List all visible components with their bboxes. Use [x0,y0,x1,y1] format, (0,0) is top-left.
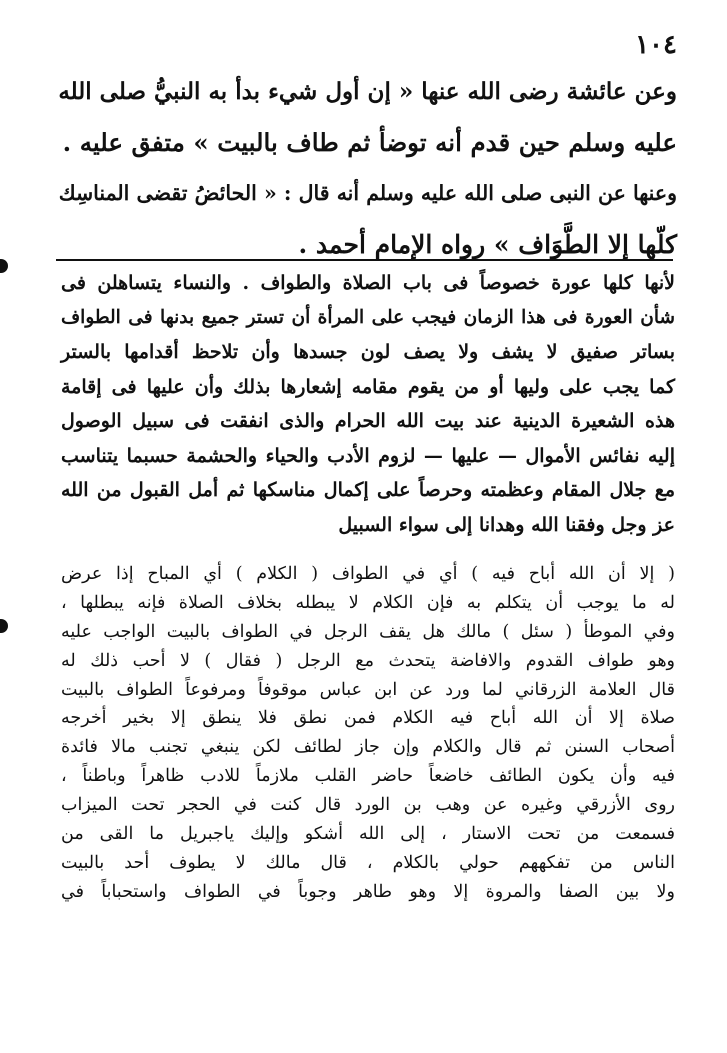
commentary-line: أصحاب السنن ثم قال والكلام وإن جاز لطائف لكن ينبغي تجنب مالا فائدة [61,737,675,758]
commentary-line: وفي الموطأ ( سئل ) مالك هل يقف الرجل في الطواف بالبيت الواجب عليه [61,621,675,642]
main-text-line: كلّها إلا الطَّوَاف » رواه الإمام أحمد . [298,230,677,259]
commentary-line: فسمعت من تحت الاستار ، إلى الله أشكو وإليك ياجبريل ما القى من [61,824,675,845]
commentary-line: قال العلامة الزرقاني لما ورد عن ابن عباس موقوفاً ومرفوعاً الطواف بالبيت [61,679,675,700]
main-text-line: وعنها عن النبى صلى الله عليه وسلم أنه قال : « الحائضُ تقضى المناسِك [58,181,677,205]
commentary-text [61,560,675,907]
commentary-line: روى الأزرقي وغيره عن وهب بن الورد قال كنت في الحجر تحت الميزاب [61,795,675,816]
footnote-line: مع جلال المقام وعظمته وحرصاً على إكمال مناسكها ثم أمل القبول من الله [61,479,675,501]
main-text [59,66,677,270]
commentary-line: وهو طواف القدوم والافاضة يتحدث مع الرجل ( فقال ) لا أحب ذلك له [61,650,675,671]
binding-hole-mark [0,259,8,273]
footnote-line: عز وجل وفقنا الله وهدانا إلى سواء السبيل [338,513,675,536]
section-divider [56,259,673,261]
commentary-line: ولا بين الصفا والمروة إلا وهو طاهر وجوباً في الطواف واستحباباً في [61,881,675,902]
footnote-line: بساتر صفيق لا يشف ولا يصف لون جسدها وأن تلاحظ أقدامها بالستر [61,341,675,363]
commentary-line: الناس من تفكههم حولي بالكلام ، قال مالك لا يطوف أحد بالبيت [61,852,675,873]
commentary-line: صلاة إلا أن الله أباح فيه الكلام فمن نطق فلا ينطق إلا بخير أخرجه [61,708,675,729]
footnote-text [61,266,675,542]
footnote-line: إليه نفائس الأموال — عليها — لزوم الأدب والحياء والحشمة حسبما يتناسب [61,444,675,467]
main-text-line: عليه وسلم حين قدم أنه توضأ ثم طاف بالبيت » متفق عليه . [62,128,677,157]
main-text-line: وعن عائشة رضى الله عنها « إن أول شيء بدأ به النبيُّ صلى الله [58,78,677,105]
commentary-line: له ما يوجب أن يتكلم به فإن الكلام لا يبطله بخلاف الصلاة فإنه يبطلها ، [61,592,675,613]
binding-hole-mark [0,619,8,633]
footnote-line: كما يجب على وليها أو من يقوم مقامه إشعارها بذلك وأن عليها فى إقامة [61,375,675,398]
footnote-line: لأنها كلها عورة خصوصاً فى باب الصلاة والطواف . والنساء يتساهلن فى [61,272,675,294]
footnote-line: هذه الشعيرة الدينية عند بيت الله الحرام والذى انفقت فى سبيل الوصول [61,410,675,432]
commentary-line: ( إلا أن الله أباح فيه ) أي في الطواف ( الكلام ) أي المباح إذا عرض [61,564,675,584]
commentary-line: فيه وأن يكون الطائف خاضعاً حاضر القلب ملازماً للادب ظاهراً وباطناً ، [61,766,675,787]
footnote-line: شأن العورة فى هذا الزمان فيجب على المرأة أن تستر جميع بدنها فى الطواف [61,306,675,328]
page-number: ١٠٤ [635,30,677,60]
